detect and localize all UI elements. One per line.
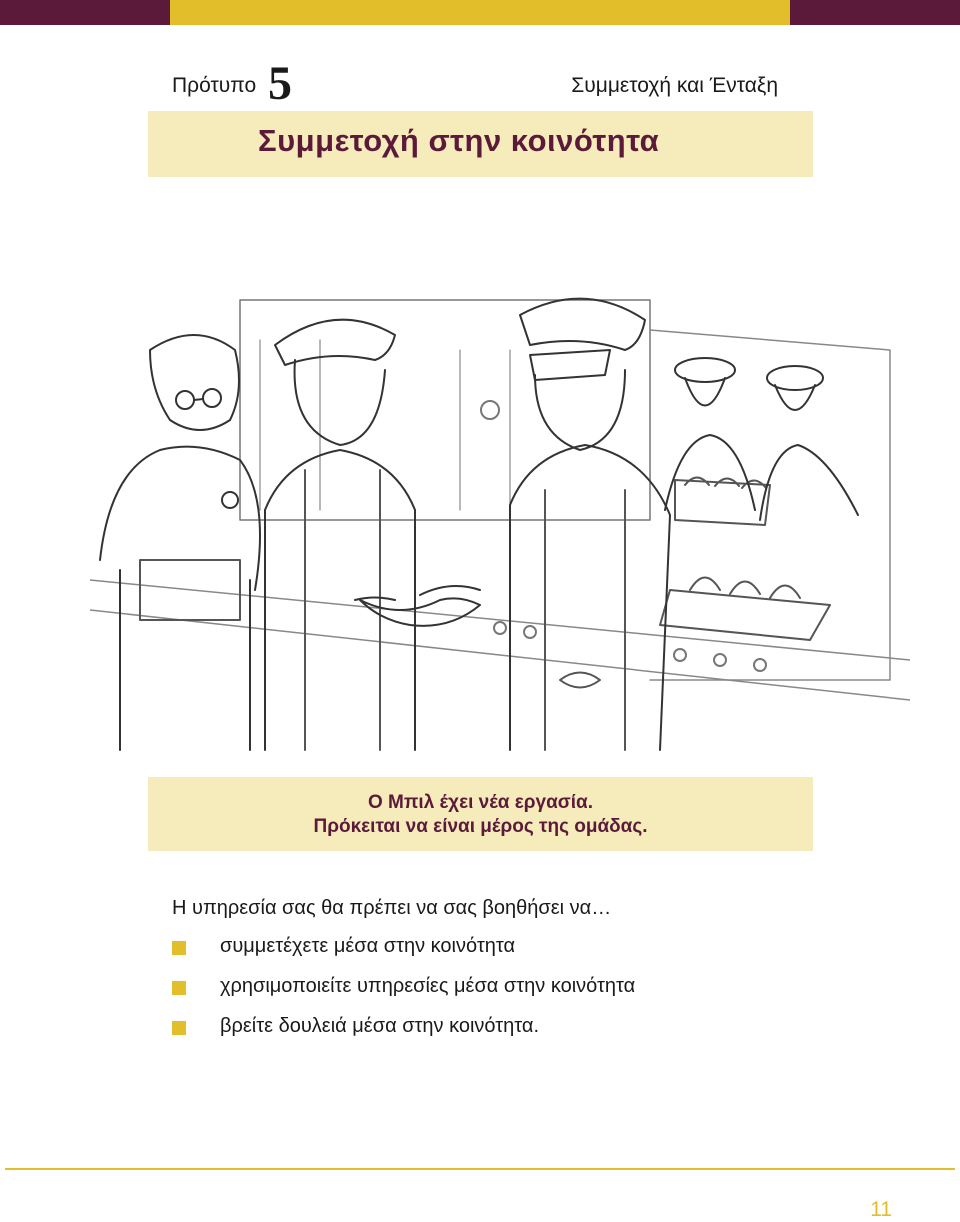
caption-line-1: Ο Μπιλ έχει νέα εργασία. — [368, 792, 593, 813]
workplace-handshake-illustration — [90, 260, 910, 760]
top-bar-left-segment — [0, 0, 170, 25]
page-number: 11 — [870, 1198, 892, 1221]
pattern-label: Πρότυπο — [172, 74, 257, 97]
caption-banner — [148, 777, 813, 851]
section-name: Συμμετοχή και Ένταξη — [571, 74, 778, 97]
page-header — [172, 57, 778, 110]
top-bar-right-segment — [790, 0, 960, 25]
top-color-bar — [0, 0, 960, 25]
title-banner — [148, 111, 813, 177]
caption-line-2: Πρόκειται να είναι μέρος της ομάδας. — [313, 816, 648, 837]
footer-divider — [5, 1168, 955, 1170]
bullet-text: συμμετέχετε μέσα στην κοινότητα — [220, 935, 516, 957]
top-bar-middle-segment — [170, 0, 790, 25]
bullet-text: βρείτε δουλειά μέσα στην κοινότητα. — [220, 1015, 540, 1037]
square-bullet-icon — [172, 981, 186, 995]
page-title: Συμμετοχή στην κοινότητα — [258, 123, 660, 158]
square-bullet-icon — [172, 941, 186, 955]
bullet-text: χρησιμοποιείτε υπηρεσίες μέσα στην κοινότητα — [220, 975, 636, 997]
pattern-number: 5 — [268, 57, 292, 110]
intro-text: Η υπηρεσία σας θα πρέπει να σας βοηθήσει να… — [172, 897, 612, 919]
square-bullet-icon — [172, 1021, 186, 1035]
